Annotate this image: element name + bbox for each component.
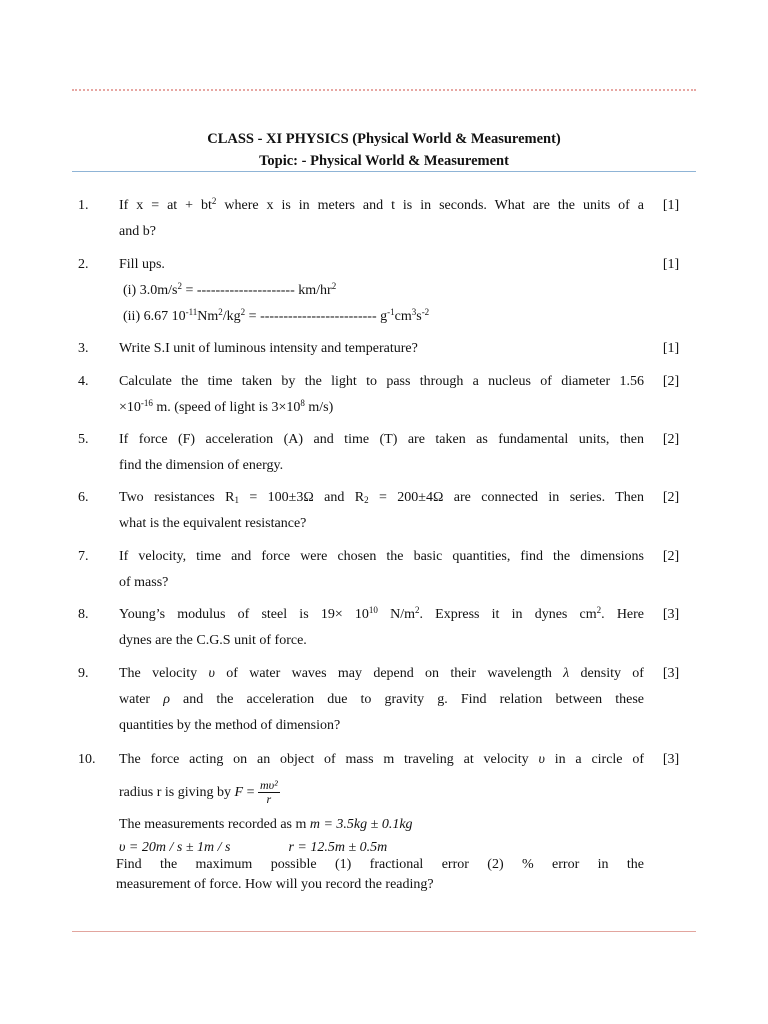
bottom-rule [72, 931, 696, 932]
worksheet-title: CLASS - XI PHYSICS (Physical World & Measurement) [207, 131, 561, 147]
question-marks: [1] [662, 341, 680, 356]
question-number: 9. [78, 666, 89, 681]
question-text: Fill ups. (i) $3.0m/s^2$ = --------------------- $km/hr^2$ (ii) 6.67 $10^{-11}Nm^2/kg^2$ = ------------------------- $g^{-1}cm^3s^{-2}$ [119, 257, 430, 324]
question-marks: [2] [662, 374, 680, 389]
question-number: 3. [78, 341, 89, 356]
question-number: 5. [78, 432, 89, 447]
question-text: The velocity υ of water waves may depend on their wavelength λ density of water ρ and the acceleration due to gravity g. Find relation between these quantities by the method of dimension? [119, 666, 644, 733]
question-text: The force acting on an object of mass m traveling at velocity υ in a circle of radius r is giving by F = $\frac{\text{mυ²}}{r}$ The measurements recorded as m m = 3.5kg ± 0.1kg υ = 20m / s ± 1m / s r = 12.5m ± 0.5m [119, 752, 645, 855]
question-number: 2. [78, 257, 89, 272]
question-number: 4. [78, 374, 89, 389]
question-text: If force (F) acceleration (A) and time (T) are taken as fundamental units, then find the dimension of energy. [119, 432, 644, 473]
force-formula: radius r is giving by F = $\frac{\text{mυ²}}{r}$ [119, 778, 278, 807]
question-marks: [3] [662, 752, 680, 767]
question-number: 8. [78, 607, 89, 622]
question-marks: [2] [662, 549, 680, 564]
question-text: Two resistances $R_1 = 100\pm 3\Omega$ and $R_2 = 200\pm 4\Omega$ are connected in series. Then what is the equivalent resistance? [119, 490, 644, 531]
header-rule [72, 171, 696, 172]
question-number: 7. [78, 549, 89, 564]
question-text: Calculate the time taken by the light to pass through a nucleus of diameter 1.56 $\times 10^{-16}$ m. (speed of light is $3\times 10^8$ m/s) [119, 374, 644, 415]
worksheet-header [72, 128, 696, 172]
question-marks: [2] [662, 490, 680, 505]
question-marks: [2] [662, 432, 680, 447]
question-number: 10. [78, 752, 96, 767]
question-marks: [3] [662, 607, 680, 622]
question-text: Find the maximum possible (1) fractional error (2) % error in the measurement of force. How will you record the reading? [116, 857, 644, 892]
question-marks: [1] [662, 198, 680, 213]
question-text: Write S.I unit of luminous intensity and temperature? [119, 341, 418, 356]
worksheet-topic: Topic: - Physical World & Measurement [259, 153, 509, 169]
question-text: If velocity, time and force were chosen the basic quantities, find the dimensions of mass? [119, 549, 644, 590]
question-marks: [1] [662, 257, 680, 272]
top-dotted-rule [72, 89, 696, 91]
question-text: If x = at + $bt^2$ where x is in meters and t is in seconds. What are the units of a and b? [119, 196, 645, 239]
question-number: 6. [78, 490, 89, 505]
question-marks: [3] [662, 666, 680, 681]
question-text: Young’s modulus of steel is $19\times 10^{10}$ $N/m^2$. Express it in dynes $cm^2$. Here dynes are the C.G.S unit of force. [119, 605, 645, 648]
question-number: 1. [78, 198, 89, 213]
